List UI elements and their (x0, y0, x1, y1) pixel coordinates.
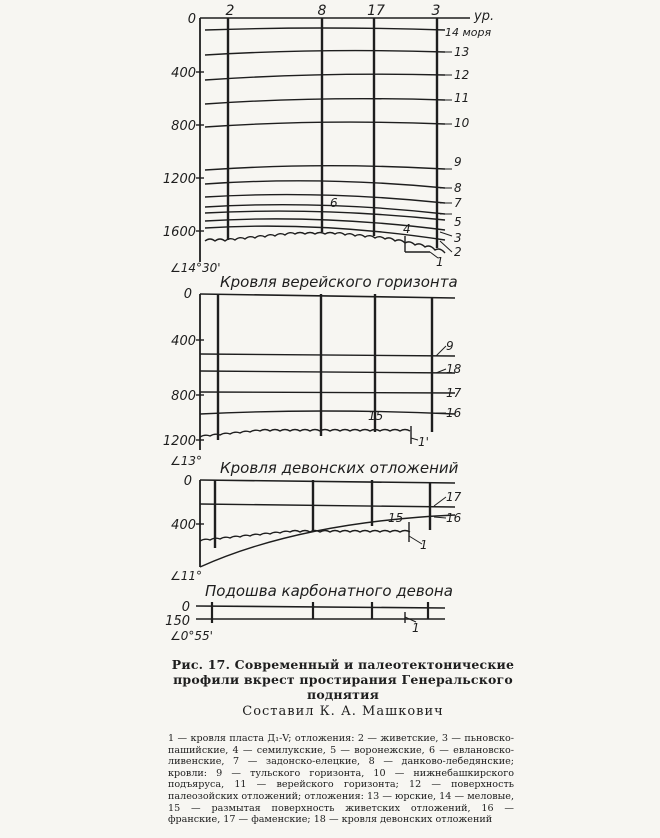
panel3-leaders (409, 497, 446, 544)
p3-horizon-16: 16 (446, 511, 462, 525)
top-horizon-10: 10 (454, 116, 470, 130)
top-depth-800: 800 (171, 119, 196, 134)
top-horizon-3: 3 (454, 231, 462, 245)
p4-fault-1: 1 (412, 621, 420, 635)
p4-depth-150: 150 (165, 614, 190, 629)
top-angle-label: ∠14°30' (170, 261, 221, 275)
top-horizon-8: 8 (454, 181, 462, 195)
well-label-8: 8 (317, 3, 327, 19)
horizon-9 (205, 166, 445, 170)
top-horizon-11: 11 (454, 91, 470, 105)
p3-angle-label: ∠11° (170, 569, 203, 583)
panel3-title: Кровля девонских отложений (220, 459, 459, 477)
panel3-frame (196, 480, 455, 567)
p3-inner-15: 15 (388, 511, 404, 525)
top-depth-1600: 1600 (162, 225, 196, 240)
horizon-11 (205, 99, 445, 104)
horizon-18 (200, 371, 455, 373)
p2-depth-400: 400 (171, 334, 196, 349)
p3-depth-0: 0 (183, 474, 192, 489)
level-label: ур. (474, 9, 495, 24)
horizon-6 (205, 211, 445, 220)
p2-horizon-9: 9 (446, 339, 454, 353)
top-horizon-2: 2 (454, 245, 462, 259)
p3-horizon-17: 17 (446, 490, 462, 504)
horizon-5 (205, 205, 445, 214)
horizon-14-sea (205, 28, 445, 30)
top-depth-1200: 1200 (162, 172, 196, 187)
top-depth-0: 0 (187, 12, 196, 27)
top-inner-6: 6 (330, 196, 338, 210)
p2-angle-label: ∠13° (170, 454, 203, 468)
p3-depth-400: 400 (171, 518, 196, 533)
p2-horizon-17: 17 (446, 386, 462, 400)
caption-author: Составил К. А. Машкович (242, 704, 444, 719)
top-horizon-7: 7 (454, 196, 462, 210)
p4-depth-0: 0 (181, 600, 190, 615)
top-horizon-1: 1 (436, 255, 444, 269)
top-depth-400: 400 (171, 66, 196, 81)
top-panel-frame (196, 18, 470, 262)
top-horizon-5: 5 (454, 215, 462, 229)
horizon-13 (205, 51, 445, 55)
horizon-12 (205, 74, 445, 80)
p2-fault-1: 1' (418, 435, 429, 449)
panel4-frame (196, 602, 445, 623)
p2-depth-0: 0 (183, 287, 192, 302)
panel4-title: Подошва карбонатного девона (205, 582, 453, 600)
panel2-horizons (200, 354, 455, 444)
top-horizon-13: 13 (454, 45, 470, 59)
caption-title: Рис. 17. Современный и палеотектонические профили вкрест простирания Генеральского поднятия (171, 657, 515, 702)
horizon-9 (200, 354, 455, 356)
horizon-17 (200, 392, 455, 393)
horizon-17 (200, 504, 455, 507)
p3-fault-1: 1 (420, 538, 428, 552)
p2-horizon-18: 18 (446, 362, 462, 376)
well-label-17: 17 (367, 3, 385, 19)
p2-depth-800: 800 (171, 389, 196, 404)
panel2-title: Кровля верейского горизонта (220, 273, 458, 291)
horizon-10 (205, 122, 445, 127)
horizon-7 (205, 195, 445, 203)
well-label-2: 2 (225, 3, 235, 19)
figure-caption (168, 657, 518, 719)
well-label-3: 3 (431, 3, 441, 19)
figure-legend: 1 — кровля пласта Д₁-V; отложения: 2 — живетские, 3 — пьновско-пашийские, 4 — семилукские, 5 — воронежские, 6 — евлановско-ливенские, 7 — задонско-елецкие, 8 — данково-лебедянские; кровли: 9 — тульского горизонта, 10 — нижнебашкирского подъяруса, 11 — верейского горизонта; 12 — поверхность палеозойских отложений; отложения: 13 — юрские, 14 — меловые, 15 — размытая поверхность живетских отложений, 16 — франские, 17 — фаменские; 18 — кровля девонских отложений (168, 733, 514, 826)
sea-label: 14 моря (445, 26, 492, 39)
horizon-8 (205, 181, 445, 188)
top-panel-horizons (205, 28, 445, 253)
p2-inner-15: 15 (368, 409, 384, 423)
top-horizon-12: 12 (454, 68, 470, 82)
p2-depth-1200: 1200 (162, 434, 196, 449)
top-horizon-9: 9 (454, 155, 462, 169)
top-inner-4: 4 (403, 222, 411, 236)
top-panel-leaders (430, 52, 452, 258)
p4-angle-label: ∠0°55' (170, 629, 213, 643)
horizon-15-wavy (200, 531, 410, 542)
panel3-horizons (200, 504, 455, 567)
horizon-16 (200, 411, 455, 414)
horizon-15-wavy (200, 430, 410, 438)
p2-horizon-16: 16 (446, 406, 462, 420)
